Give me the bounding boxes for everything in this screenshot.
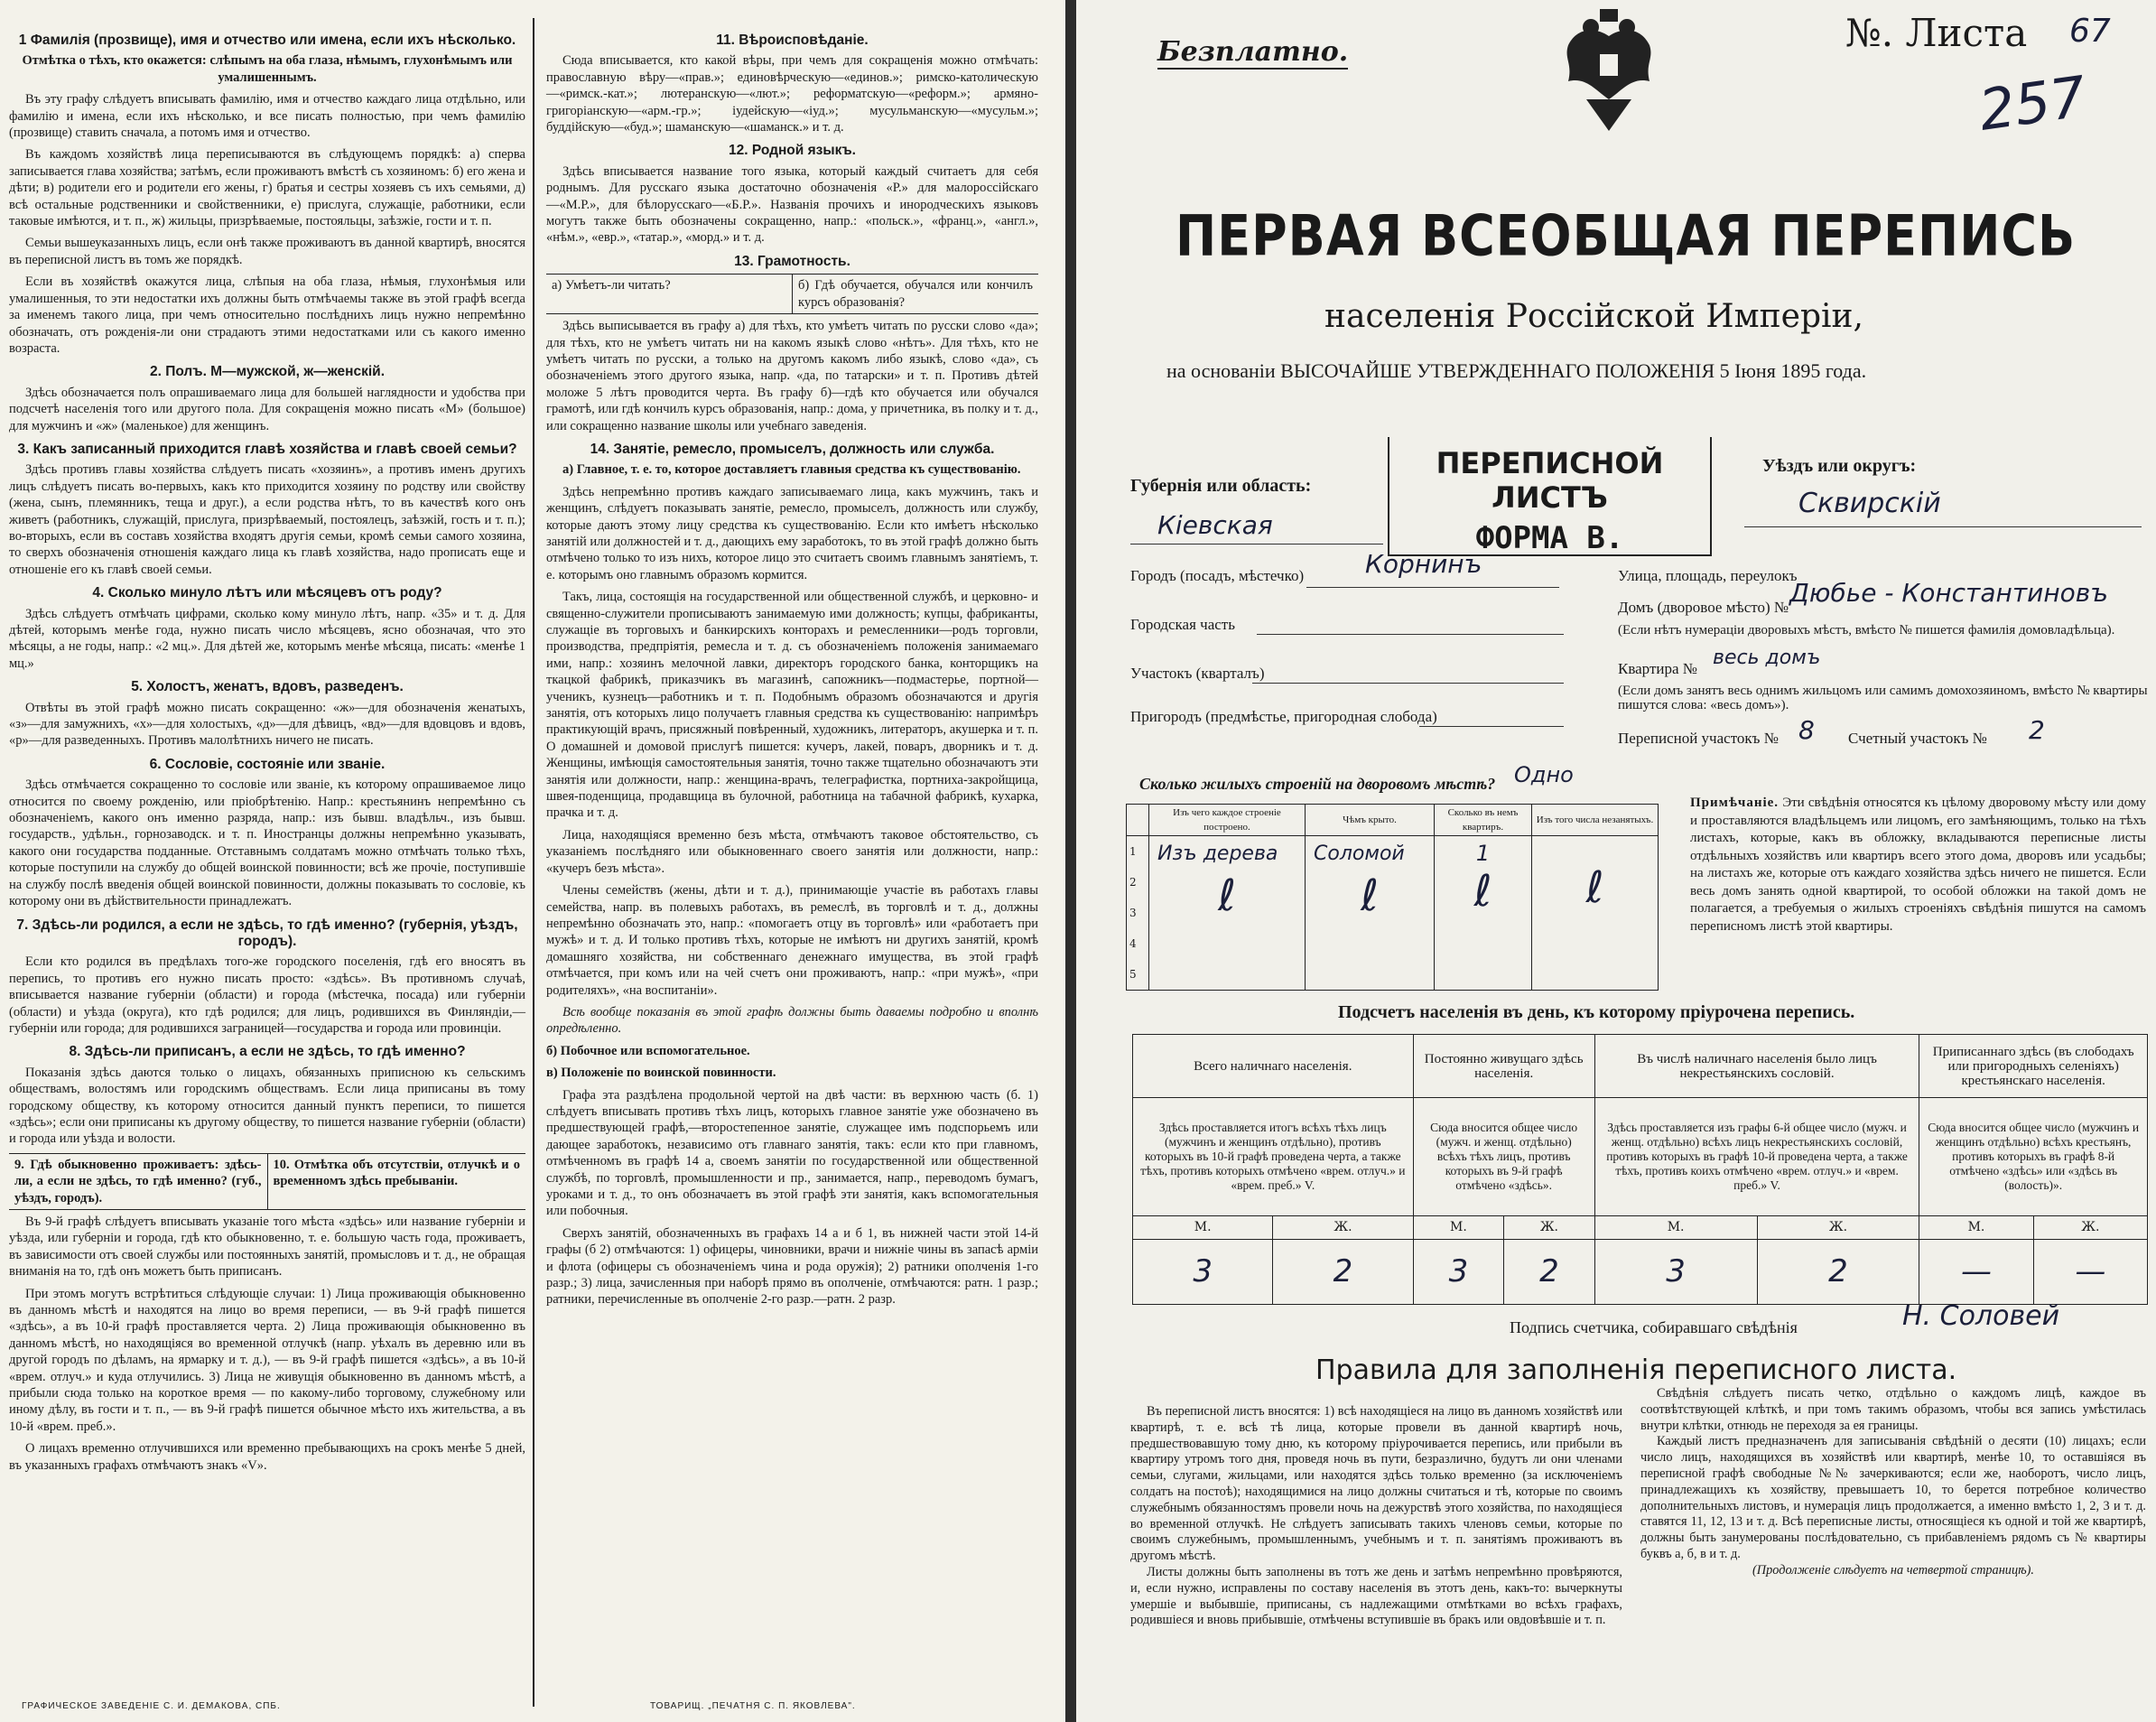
section-14-text: Всѣ вообще показанія въ этой графѣ должны быть даваемы подробно и вполнѣ опредѣленно. <box>546 1004 1038 1037</box>
printer-imprint: ТОВАРИЩ. „ПЕЧАТНЯ С. П. ЯКОВЛЕВА". <box>650 1701 856 1711</box>
count-value: 3 <box>1594 1239 1757 1304</box>
section-8-text: Показанія здѣсь даются только о лицахъ, обязанныхъ приписною къ сельскимъ обществамъ, волостямъ или городскимъ обществамъ. Если лица приписаны въ тому городскому обществу, къ которому относится данный пунктъ переписи, то пишется «здѣсь»; если они приписаны къ другому обществу, то пишется название губерніи (области) и города или уѣзда и волости. <box>9 1065 525 1147</box>
buildings-note <box>1690 795 2146 935</box>
repeat-mark: ℓ <box>1473 866 1492 917</box>
section-1-title: 1 Фамилія (прозвище), имя и отчество или имена, если ихъ нѣсколько. <box>18 33 516 48</box>
enumerator-signature-label: Подпись счетчика, собиравшаго свѣдѣнія <box>1510 1318 1798 1336</box>
street-label: Улица, площадь, переулокъ <box>1618 567 1798 584</box>
building-roof-value: Соломой <box>1314 842 1405 865</box>
section-2-title: 2. Полъ. М—мужской, ж—женскій. <box>149 364 386 380</box>
free-label: Безплатно. <box>1157 36 1349 68</box>
male-label: М. <box>1919 1215 2033 1239</box>
section-13b-title: б) Гдѣ обучается, обучался или кончилъ курсъ образованія? <box>798 278 1033 310</box>
apartment-label: Квартира № <box>1618 660 1698 677</box>
section-7-text: Если кто родился въ предѣлахъ того-же городского поселенія, гдѣ его вносятъ въ перепись, то противъ его нужно писать просто: «здѣсь». Въ противномъ случаѣ, вписывается название губерніи (области) и города (мѣстечка, посада) или губерніи (области) и уѣзда (округа), кто гдѣ родился; для лицъ, родившихся въ Финляндіи,—губерніи или города; для родившихся заграницей—государства и города или провинціи. <box>9 954 525 1036</box>
ward-label: Участокъ (кварталъ) <box>1130 665 1265 682</box>
section-14-text: Сверхъ занятій, обозначенныхъ въ графахъ 14 а и б 1, въ нижней части этой 14-й графы (б 2) отмѣчаются: 1) офицеры, чиновники, врачи и нижніе чины въ запасѣ арміи и флота (офицеры съ обозначеніемъ чина и рода оружія); 2) ратники ополченія 1-го разр.; 3) лица, зачисленныя при наборѣ прямо въ ополченіе, отмѣчаются: ратн. 1 разр.; ратники, перечисленные въ ополченіе 2-го разр.—ратн. 2 разр. <box>546 1225 1038 1308</box>
double-headed-eagle-icon <box>1550 9 1668 135</box>
buildings-col-header: Чѣмъ крыто. <box>1306 805 1435 836</box>
province-value: Кіевская <box>1157 510 1273 540</box>
section-9-title: 9. Гдѣ обыкновенно проживаетъ: здѣсь-ли, а если не здѣсь, то гдѣ именно? (губ., уѣздъ, городъ). <box>9 1154 268 1209</box>
section-9-text: При этомъ могутъ встрѣтиться слѣдующіе случаи: 1) Лица проживающія обыкновенно въ данномъ мѣстѣ и находятся на лицо во время переписи, — въ 9-й графѣ пишется «здѣсь», а въ 10-й графѣ проставляется черта. 2) Лица проживающія обыкновенно въ данномъ мѣстѣ, но находящіяся во временной отлучкѣ (напр. уѣхалъ въ деревню или въ другой городъ по дѣламъ, на ярмарку и т. д.), — въ 9-й графѣ пишется «здѣсь», а въ 10-й «врем. отлуч.» и куда отлучились. 3) Лица не живущія обыкновенно въ данномъ мѣстѣ, а прибыли сюда только на короткое время — по какому-либо торговому, служебному или иному дѣлу, въ гости и т. п., — въ 9-й графѣ пишется обычное мѣсто ихъ жительства, а въ 10-й «врем. преб.». <box>9 1286 525 1434</box>
section-14c-title: в) Положеніе по воинской повинности. <box>546 1066 776 1081</box>
sheet-number-stamp: 257 <box>1975 63 2090 144</box>
section-14-text: Члены семействъ (жены, дѣти и т. д.), принимающіе участіе въ работахъ главы семейства, напр. въ полевыхъ работахъ, въ ремеслѣ, въ торговлѣ и т. д., должны непремѣнно обозначать это, напр.: «помогаетъ отцу въ торговлѣ» или «работаетъ при мужѣ» и т. д. И только противъ тѣхъ, которые не имѣютъ ни другихъ занятій, кромѣ домашняго хозяйства, ни собственнаго денежнаго имущества, въ этой графѣ отмѣчается, при комъ или на чей счетъ они проживаютъ, напр.: «при мужѣ», «при родителяхъ», «на воспитаніи». <box>546 883 1038 998</box>
city-underline <box>1306 587 1559 588</box>
rules-column-1 <box>1130 1404 1622 1629</box>
count-col-note: Здѣсь проставляется итогъ всѣхъ тѣхъ лицъ (мужчинъ и женщинъ отдѣльно), противъ которыхъ въ 10-й графѣ проведена черта, а также тѣхъ, противъ которыхъ отмѣчено «врем. отлуч.» и «врем. преб.» V. <box>1133 1098 1414 1215</box>
house-value: Дюбье - Константиновъ <box>1789 578 2109 608</box>
section-11-text: Сюда вписывается, кто какой вѣры, при чемъ для сокращенія можно отмѣчать: православную вѣру—«прав.»; единовѣрческую—«единов.»; римско-католическую—«римск.-кат.»; лютеранскую—«лют.»; реформатскую—«реформ.»; армяно-григоріанскую—«арм.-гр.»; іудейскую—«іуд.»; мусульманскую—«мусульм.»; буддійскую—«буд.»; шаманскую—«шаманск.» и т. д. <box>546 53 1038 135</box>
form-title-box <box>1388 437 1712 556</box>
count-district-value: 2 <box>2029 715 2045 745</box>
female-label: Ж. <box>1504 1215 1595 1239</box>
row-number: 1 <box>1129 845 1137 858</box>
buildings-table-header <box>1127 805 1659 836</box>
city-part-underline <box>1257 634 1564 635</box>
house-note: (Если нѣтъ нумераціи дворовыхъ мѣстъ, вмѣсто № пишется фамилія домовладѣльца). <box>1618 623 2115 638</box>
form-title: ПЕРЕПИСНОЙ ЛИСТЪ <box>1436 446 1664 515</box>
count-col-header: Въ числѣ наличнаго населенія было лицъ некрестьянскихъ сословій. <box>1594 1035 1919 1098</box>
female-label: Ж. <box>1273 1215 1413 1239</box>
row-number: 4 <box>1129 937 1137 950</box>
census-basis: на основаніи ВЫСОЧАЙШЕ УТВЕРЖДЕННАГО ПОЛОЖЕНІЯ 5 Іюня 1895 года. <box>1166 359 1867 382</box>
buildings-question: Сколько жилыхъ строеній на дворовомъ мѣстѣ? <box>1139 775 1496 793</box>
row-number: 3 <box>1129 907 1137 919</box>
rules-text: Въ переписной листъ вносятся: 1) всѣ находящіеся на лицо въ данномъ хозяйствѣ или квартирѣ, т. е. всѣ тѣ лица, которые провели въ данной квартирѣ ночь, предшествовавшую тому дню, къ которому пріурочивается перепись, или прибыли въ квартиру утромъ того дня, проведя ночь въ пути, безразлично, будутъ ли они членами семьи, слугами, жильцами, или находятся здѣсь только временно (за исключеніемъ солдатъ на постоѣ); находящимися на лицо должны считаться и тѣ, которые по своимъ служебнымъ обязанностямъ провели ночь на дежурствѣ этого хозяйства, по находящіеся во временной отлучкѣ. Не слѣдуетъ записывать такихъ членовъ семьи, которые по своимъ служебнымъ, промышленнымъ, учебнымъ и т. п. занятіямъ проживаютъ въ другомъ мѣстѣ. <box>1130 1404 1622 1564</box>
instructions-column-1 <box>9 25 525 1479</box>
suburb-label: Пригородъ (предмѣстье, пригородная слобода) <box>1130 708 1437 725</box>
section-5-text: Отвѣты въ этой графѣ можно писать сокращенно: «ж»—для обозначенія женатыхъ, «з»—для замужнихъ, «х»—для холостыхъ, «д»—для дѣвицъ, «вд»—для вдовцовъ и вдовъ, «р»—для разведенныхъ. Противъ малолѣтнихъ ничего не писать. <box>9 700 525 749</box>
section-3-text: Здѣсь противъ главы хозяйства слѣдуетъ писать «хозяинъ», а противъ именъ другихъ лицъ слѣдуетъ писать во-первыхъ, какъ кто приходится хозяину по родству или свойству (жена, сынъ, племянникъ, теща и друг.), а если родства нѣтъ, то въ качествѣ кого онъ живетъ (работникъ, служащій, прислуга, призрѣваемый, постоялецъ, заѣзжій, гость и т. п.); во-вторыхъ, если въ составъ хозяйства входятъ другія семьи, кромѣ семьи самого хозяина, то сверхъ обозначенія отношенія каждаго лица къ главѣ хозяйства, надо прописать еще и отношеніе его къ главѣ своей семьи. <box>9 462 525 577</box>
section-13-header <box>546 274 1038 314</box>
section-13-title: 13. Грамотность. <box>734 253 850 269</box>
sheet-number-label: №. Листа <box>1845 11 2028 55</box>
section-12-text: Здѣсь вписывается название того языка, который каждый считаетъ для себя роднымъ. Для русскаго языка достаточно обозначенія «Р.» для малороссійскаго—«М.Р.», для бѣлорусскаго—«Б.Р.». Названія прочихъ и инородческихъ языковъ могутъ также быть обозначены сокращенно, напр.: «польск.», «франц.», «англ.», «нѣм.», «евр.», «татар.», «морд.» и т. д. <box>546 163 1038 246</box>
count-value: — <box>1919 1239 2033 1304</box>
enumerator-signature: Н. Соловей <box>1902 1300 2060 1332</box>
repeat-mark: ℓ <box>1585 862 1604 913</box>
section-9-10-header <box>9 1153 525 1210</box>
province-label: Губернія или область: <box>1130 476 1312 496</box>
section-6-title: 6. Сословіе, состояніе или званіе. <box>149 756 386 772</box>
census-district-value: 8 <box>1798 715 1815 745</box>
section-12-title: 12. Родной языкъ. <box>729 143 856 159</box>
repeat-mark: ℓ <box>1361 870 1379 921</box>
city-part-label: Городская часть <box>1130 616 1235 633</box>
column-divider <box>533 18 534 1707</box>
section-9-text: Въ 9-й графѣ слѣдуетъ вписывать указаніе того мѣста «здѣсь» или название губерніи и уѣзда, или губерніи и города, гдѣ кто обыкновенно, т. е. большую часть года, проживаетъ, въ зависимости отъ своей службы или постоянныхъ занятій, промысловъ и т. д., не обращая вниманія на то, гдѣ онъ можетъ быть приписанъ. <box>9 1215 525 1280</box>
section-2-text: Здѣсь обозначается полъ опрашиваемаго лица для большей наглядности и удобства при подсчетѣ населенія того или другого пола. Для сокращенія можно писать «М» (большое) для мужчинъ и «ж» (маленькое) для женщинъ. <box>9 385 525 433</box>
sheet-number-value: 67 <box>2069 13 2111 50</box>
rules-continued: (Продолженіе слѣдуетъ на четвертой страницѣ). <box>1752 1562 2034 1578</box>
section-13-text: Здѣсь выписывается въ графу а) для тѣхъ, кто умѣетъ читать по русски слово «да»; для тѣхъ, кто не умѣетъ читать ни на какомъ языкѣ слово «нѣтъ». Для тѣхъ, кто не умѣетъ читать по русски, а только на другомъ какомъ либо языкѣ, слово «да», съ обозначеніемъ этого другого языка, напр. «да, по татарски» и т. п. Противъ дѣтей моложе 5 лѣтъ проводится черта. Въ графу б)—гдѣ кто обучается или обучался грамотѣ, или гдѣ кончилъ курсъ образованія, напр.: дома, у причетника, въ полку и т. д., или сокращенно название школы или учебнаго заведенія. <box>546 319 1038 433</box>
male-label: М. <box>1133 1215 1273 1239</box>
suburb-underline <box>1419 726 1564 727</box>
section-5-title: 5. Холостъ, женатъ, вдовъ, разведенъ. <box>131 679 404 695</box>
row-number: 2 <box>1129 876 1137 889</box>
rules-column-2 <box>1640 1386 2146 1579</box>
count-district-label: Счетный участокъ № <box>1848 730 1987 747</box>
apartment-note: (Если домъ занятъ весь однимъ жильцомъ или самимъ домохозяиномъ, вмѣсто № квартиры пишутся слова: «весь домъ»). <box>1618 684 2148 712</box>
count-value: 3 <box>1133 1239 1273 1304</box>
buildings-table-row <box>1127 836 1659 991</box>
buildings-table <box>1126 804 1659 991</box>
section-4-title: 4. Сколько минуло лѣтъ или мѣсяцевъ отъ роду? <box>92 585 442 601</box>
section-14-text: Такъ, лица, состоящія на государственной или общественной службѣ, и церковно- и священно-служители прописываютъ занимаемую ими должность; купцы, фабриканты, служащіе въ торговыхъ и банкирскихъ конторахъ и ремесленники—родъ торговли, производства, предпріятія, ремесла и т. д. съ обозначеніемъ положенія занимаемаго ими, напр.: хозяинъ мелочной лавки, директоръ городского банка, конторщикъ на ткацкой фабрикѣ, приказчикъ въ магазинѣ, сапожникъ—подмастерье, портной—ученикъ, кузнецъ—работникъ и т. п. Подобнымъ образомъ обозначаются и другія занятія, отъ которыхъ лицо получаетъ главныя средства къ существованію: напримѣръ практикующій врачъ, присяжный повѣренный, художникъ, литераторъ, акушерка и т. п. О домашней и домовой прислугѣ пишется: кучеръ, лакей, поваръ, дворникъ и т. д. Женщины, имѣющія самостоятельныя занятія, точно также тщательно обозначаютъ эти занятія или должности, напр.: женщина-врачъ, телеграфистка, портниха-закройщица, швея-поденщица, продавщица въ булочной, работница на табачной фабрикѣ, кухарка, прачка и т. д. <box>546 590 1038 821</box>
city-label: Городъ (посадъ, мѣстечко) <box>1130 567 1305 584</box>
buildings-note-text: Эти свѣдѣнія относятся къ цѣлому дворовому мѣсту или дому и проставляются владѣльцемъ или лицомъ, его замѣняющимъ, только на тѣхъ листахъ, которые, какъ въ обложку, вкладываются переписные листы отдѣльныхъ хозяйствъ или квартиръ всего этого дома, дворовъ или усадьбы; на листахъ же, которые отъ каждаго хозяйства здѣсь ничего не пишется. Если весь домъ занять одной квартирой, то особой обложки на такой домъ не полагается, а требуемыя о жилыхъ строеніяхъ свѣдѣнія пишутся на самомъ переписномъ листѣ этой квартиры. <box>1690 796 2147 934</box>
count-col-note: Здѣсь проставляется изъ графы 6-й общее число (мужч. и женщ. отдѣльно) всѣхъ лицъ некрестьянскихъ сословій, противъ которыхъ въ графѣ 10-й проведена черта, а также тѣхъ, противъ коихъ отмѣчено «врем. отлуч.» и «врем. преб.» V. <box>1594 1098 1919 1215</box>
right-page-census-form <box>1076 0 2156 1722</box>
section-13a-title: а) Умѣетъ-ли читать? <box>546 275 793 313</box>
count-value: 2 <box>1504 1239 1595 1304</box>
rules-text: Листы должны быть заполнены въ тотъ же день и затѣмъ непремѣнно провѣряются, и, если нужно, исправлены по составу населенія въ этотъ день, какъ-то: вычеркнуты умершіе и выбывшіе, приписаны, съ надлежащими отмѣтками во всѣхъ графахъ, родившіеся и вновь прибывшіе, отмѣчены вступившіе въ бракъ или овдовѣвшіе и т. п. <box>1130 1564 1622 1628</box>
rules-text: Каждый листъ предназначенъ для записыванія свѣдѣній о десяти (10) лицахъ; если число лицъ, находящихся въ хозяйствѣ или квартирѣ, менѣе 10, то оставшіяся въ переписной графѣ свободные №№ зачеркиваются; если же, наоборотъ, число лицъ, принадлежащихъ къ хозяйству, превышаетъ 10, то берется потребное количество дополнительныхъ листовъ, и нумерація лицъ продолжается, а именно вмѣсто 1, 2, 3 и т. д. ставятся 11, 12, 13 и т. д. Всѣ переписные листы, относящіеся къ одной и той же квартирѣ, должны быть занумерованы послѣдовательно, съ прибавленіемъ рядомъ съ № квартиры буквъ а, б, в и т. д. <box>1640 1434 2146 1561</box>
province-underline <box>1130 544 1383 545</box>
count-col-note: Сюда вносится общее число (мужчинъ и женщинъ отдѣльно) всѣхъ крестьянъ, противъ которыхъ въ графѣ 8-й отмѣчено «здѣсь» или «здѣсь въ (волость)». <box>1919 1098 2148 1215</box>
section-1-subtitle: Отмѣтка о тѣхъ, кто окажется: слѣпымъ на оба глаза, нѣмымъ, глухонѣмымъ или умалишеннымъ. <box>22 53 513 85</box>
count-value: 2 <box>1273 1239 1413 1304</box>
section-1-text: Если въ хозяйствѣ окажутся лица, слѣпыя на оба глаза, нѣмыя, глухонѣмыя или умалишенныя, то эти недостатки ихъ должны быть отмѣчаемы также въ этой графѣ всегда за именемъ такого лица, при чемъ относительно послѣднихъ лицъ нужно непремѣнно обозначать, отъ рожденія-ли они страдаютъ этими недостатками или съ какого именно возраста. <box>9 275 525 356</box>
count-col-header: Приписаннаго здѣсь (въ слободахъ или пригородныхъ селеніяхъ) крестьянскаго населенія. <box>1919 1035 2148 1098</box>
count-value: 3 <box>1413 1239 1504 1304</box>
section-14-title: 14. Занятіе, ремесло, промыселъ, должность или служба. <box>590 441 995 457</box>
instructions-column-2 <box>546 25 1038 1314</box>
section-9-text: О лицахъ временно отлучившихся или временно пребывающихъ на срокъ менѣе 5 дней, въ указанныхъ графахъ отмѣчаютъ знакъ «V». <box>9 1441 525 1473</box>
female-label: Ж. <box>2033 1215 2147 1239</box>
population-count-title: Подсчетъ населенія въ день, къ которому пріурочена перепись. <box>1338 1002 1855 1022</box>
section-14-text: Здѣсь непремѣнно противъ каждаго записываемаго лица, какъ мужчинъ, такъ и женщинъ, слѣдуетъ показывать занятіе, ремесло, промыселъ, должность или службу, которые даютъ этому лицу средства къ существованію. Если кто имѣетъ нѣсколько занятій или должностей и т. д., дающихъ ему заработокъ, то въ этой графѣ должно быть отмѣчено только то изъ нихъ, которое лицо это считаетъ своимъ главнымъ занятіемъ, т. е. которымъ оно главнымъ образомъ кормится. <box>546 484 1038 582</box>
district-label: Уѣздъ или округъ: <box>1762 456 1917 476</box>
count-value: 2 <box>1757 1239 1919 1304</box>
district-underline <box>1744 526 2142 527</box>
count-col-header: Всего наличнаго населенія. <box>1133 1035 1414 1098</box>
male-label: М. <box>1594 1215 1757 1239</box>
buildings-col-header: Изъ того числа незанятыхъ. <box>1532 805 1659 836</box>
section-1-text: Въ каждомъ хозяйствѣ лица переписываются въ слѣдующемъ порядкѣ: а) сперва записывается глава хозяйства; затѣмъ, если проживаютъ вмѣстѣ съ хозяиномъ: б) его жена и дѣти; в) родители его и родители его жены, г) братья и сестры хозяевъ съ ихъ семьями, д) всѣ остальные родственники и свойственники, е) прислуга, служащіе, работники, если таковые имѣются, и т. п., ж) жильцы, призрѣваемые, постояльцы, заѣзжіе, гости и т. п. <box>9 147 525 229</box>
census-title: ПЕРВАЯ ВСЕОБЩАЯ ПЕРЕПИСЬ <box>1176 203 2077 269</box>
section-14b-title: б) Побочное или вспомогательное. <box>546 1043 750 1058</box>
buildings-note-title: Примѣчаніе. <box>1690 796 1780 810</box>
form-subtitle: ФОРМА В. <box>1475 520 1624 556</box>
section-4-text: Здѣсь слѣдуетъ отмѣчать цифрами, сколько кому минуло лѣтъ, напр. «35» и т. д. Для дѣтей, которымъ менѣе года, нужно писать число мѣсяцевъ, ясно обозначая, что это мѣсяцы, а не годы, напр.: «2 мц.». Для дѣтей же, которымъ менѣе мѣсяца, писать: «менѣе 1 мц.» <box>9 606 525 671</box>
ward-underline <box>1252 683 1564 684</box>
count-value: — <box>2033 1239 2147 1304</box>
section-11-title: 11. Вѣроисповѣданіе. <box>716 33 869 48</box>
population-count-table <box>1132 1034 2148 1305</box>
buildings-count-value: Одно <box>1514 762 1574 787</box>
census-district-label: Переписной участокъ № <box>1618 730 1779 747</box>
building-apartments-value: 1 <box>1475 841 1491 866</box>
section-6-text: Здѣсь отмѣчается сокращенно то сословіе или званіе, къ которому опрашиваемое лицо относится по своему рожденію, или пріобрѣтенію. Напр.: крестьянинъ непремѣнно съ обозначеніемъ, какого онъ именно разряда, напр.: изъ бывш. владѣльч., изъ бывш. государств., удѣльн., горнозаводск. и т. п. Иностранцы должны непремѣнно указывать, какого они государства подданные. Отставнымъ солдатамъ можно отмѣчать только тѣхъ, которые поступили на службу до общей воинской повинности; всѣ же прочіе, поступившіе на службу послѣ введенія общей воинской повинности, должны показывать то сословіе, къ которому они въ дѣйствительности принадлежатъ. <box>9 777 525 909</box>
buildings-col-header: Сколько въ немъ квартиръ. <box>1435 805 1532 836</box>
house-label: Домъ (дворовое мѣсто) № <box>1618 599 1789 616</box>
section-14a-title: а) Главное, т. е. то, которое доставляетъ главныя средства къ существованію. <box>562 462 1021 478</box>
section-3-title: 3. Какъ записанный приходится главѣ хозяйства и главѣ своей семьи? <box>17 441 517 457</box>
district-value: Сквирскій <box>1798 488 1941 519</box>
row-number: 5 <box>1129 968 1137 981</box>
section-10-title: 10. Отмѣтка объ отсутствіи, отлучкѣ и о временномъ здѣсь пребываніи. <box>273 1157 520 1189</box>
printer-imprint: ГРАФИЧЕСКОЕ ЗАВЕДЕНІЕ С. И. ДЕМАКОВА, СПБ. <box>22 1701 281 1711</box>
building-material-value: Изъ дерева <box>1157 842 1278 865</box>
section-7-title: 7. Здѣсь-ли родился, а если не здѣсь, то гдѣ именно? (губернія, уѣздъ, городъ). <box>16 917 518 949</box>
section-14-text: Лица, находящіяся временно безъ мѣста, отмѣчаютъ таковое обстоятельство, съ указаніемъ послѣдняго или обыкновеннаго своего занятія или должности, напр.: «кучеръ безъ мѣста». <box>546 827 1038 876</box>
rules-title: Правила для заполненія переписного листа. <box>1315 1354 1957 1386</box>
census-subtitle: населенія Россійской Имперіи, <box>1324 298 1863 335</box>
rules-text: Свѣдѣнія слѣдуетъ писать четко, отдѣльно о каждомъ лицѣ, каждое въ соотвѣтствующей клѣткѣ, и при томъ такимъ образомъ, чтобы вся запись умѣстилась внутри клѣтки, отнюдь не переходя за ея границы. <box>1640 1386 2146 1433</box>
left-page-instructions <box>0 0 1065 1722</box>
section-1-text: Семьи вышеуказанныхъ лицъ, если онѣ также проживаютъ въ данной квартирѣ, вносятся въ переписной листъ въ томъ же порядкѣ. <box>9 236 525 267</box>
repeat-mark: ℓ <box>1218 870 1236 921</box>
count-col-header: Постоянно живущаго здѣсь населенія. <box>1413 1035 1594 1098</box>
buildings-col-header: Изъ чего каждое строеніе построено. <box>1149 805 1306 836</box>
section-14-text: Графа эта раздѣлена продольной чертой на двѣ части: въ верхнюю часть (б. 1) слѣдуетъ вписывать противъ тѣхъ лицъ, которыхъ главное занятіе уже обозначено въ предшествующей графѣ,—второстепенное занятіе, служащее имъ подспорьемъ или дающее заработокъ, независимо отъ главнаго занятія, такъ: если кто при главномъ, отмѣченномъ въ графѣ 14 а, своемъ занятіи по государственной или общественной службѣ, по торговлѣ, промышленности и пр., занимается, напр., переводомъ бумагъ, уроками и т. д., то онъ обозначаетъ въ этой графѣ эти занятія, какъ вспомогательныя или побочныя. <box>546 1087 1038 1219</box>
female-label: Ж. <box>1757 1215 1919 1239</box>
section-8-title: 8. Здѣсь-ли приписанъ, а если не здѣсь, то гдѣ именно? <box>69 1044 466 1060</box>
city-value: Корнинъ <box>1365 549 1482 579</box>
section-1-text: Въ эту графу слѣдуетъ вписывать фамилію, имя и отчество каждаго лица отдѣльно, или фамилію и имена, если ихъ нѣсколько, и все писать полностью, при чемъ фамилію (прозвище) ставить сначала, а потомъ имя и отчество. <box>9 92 525 141</box>
apartment-value: весь домъ <box>1713 647 1821 669</box>
male-label: М. <box>1413 1215 1504 1239</box>
count-col-note: Сюда вносится общее число (мужч. и женщ. отдѣльно) всѣхъ тѣхъ лицъ, противъ которыхъ въ 9-й графѣ отмѣчено «здѣсь». <box>1413 1098 1594 1215</box>
